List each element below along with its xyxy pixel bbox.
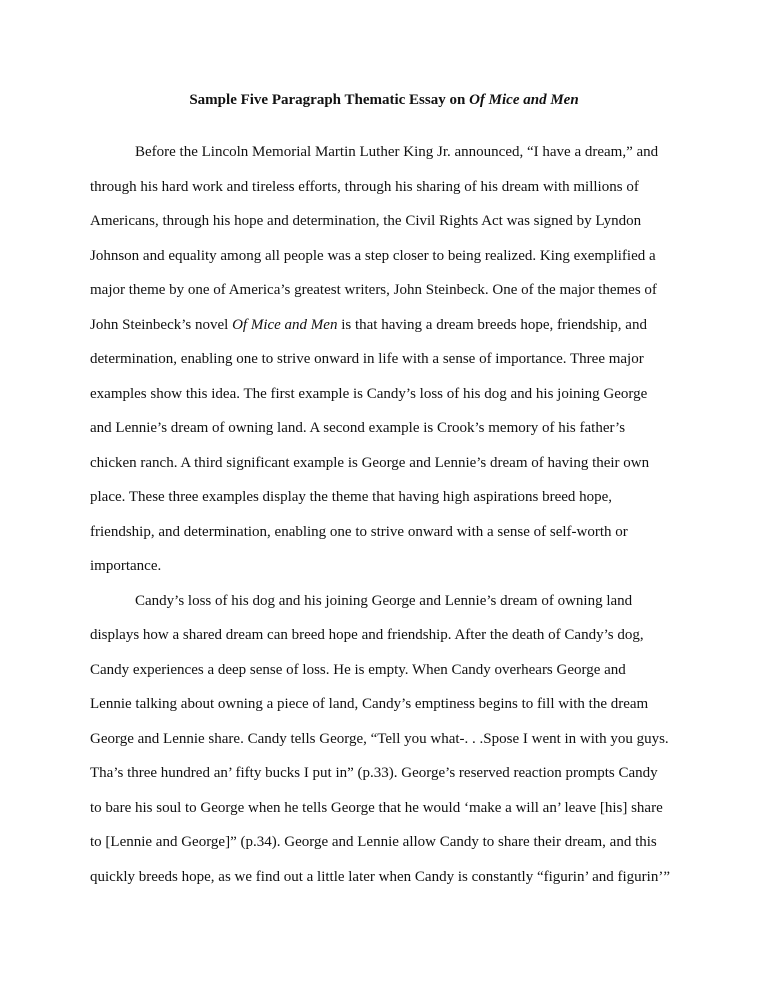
text-line: importance. bbox=[90, 558, 162, 574]
book-title: Of Mice and Men bbox=[232, 316, 338, 333]
paragraph-2 bbox=[90, 584, 690, 895]
text-line: chicken ranch. A third significant example is George and Lennie’s dream of having their own bbox=[90, 454, 650, 471]
title-book-name: Of Mice and Men bbox=[469, 92, 579, 108]
text-line: George and Lennie share. Candy tells George, “Tell you what-. . .Spose I went in with you guys. bbox=[90, 730, 669, 747]
text-line: determination, enabling one to strive onward in life with a sense of importance. Three major bbox=[90, 351, 644, 367]
text-line: Americans, through his hope and determination, the Civil Rights Act was signed by Lyndon bbox=[90, 213, 642, 229]
text-line: Johnson and equality among all people was a step closer to being realized. King exemplified a bbox=[90, 247, 656, 264]
text-line bbox=[90, 308, 690, 343]
text-line: displays how a shared dream can breed hope and friendship. After the death of Candy’s dog, bbox=[90, 627, 644, 643]
text-segment: John Steinbeck’s novel bbox=[90, 316, 233, 333]
text-line: Candy experiences a deep sense of loss. He is empty. When Candy overhears George and bbox=[90, 661, 626, 678]
essay-body bbox=[90, 135, 690, 894]
text-line: and Lennie’s dream of owning land. A second example is Crook’s memory of his father’s bbox=[90, 420, 626, 436]
text-line: Before the Lincoln Memorial Martin Luther King Jr. announced, “I have a dream,” and bbox=[135, 144, 659, 160]
text-line: to [Lennie and George]” (p.34). George and Lennie allow Candy to share their dream, and this bbox=[90, 834, 657, 850]
title-text: Sample Five Paragraph Thematic Essay on bbox=[189, 92, 470, 108]
text-line: Lennie talking about owning a piece of land, Candy’s emptiness begins to fill with the dream bbox=[90, 696, 649, 712]
text-line: major theme by one of America’s greatest writers, John Steinbeck. One of the major themes of bbox=[90, 282, 657, 298]
text-line: to bare his soul to George when he tells George that he would ‘make a will an’ leave [his] share bbox=[90, 799, 663, 816]
text-line: Tha’s three hundred an’ fifty bucks I put in” (p.33). George’s reserved reaction prompts Candy bbox=[90, 765, 658, 781]
essay-title bbox=[0, 83, 768, 118]
paragraph-1 bbox=[90, 135, 690, 584]
text-line: through his hard work and tireless efforts, through his sharing of his dream with millions of bbox=[90, 178, 639, 195]
text-line: quickly breeds hope, as we find out a little later when Candy is constantly “figurin’ and figurin’” bbox=[90, 868, 670, 885]
text-line: examples show this idea. The first example is Candy’s loss of his dog and his joining George bbox=[90, 385, 648, 402]
text-segment: is that having a dream breeds hope, friendship, and bbox=[337, 316, 647, 333]
text-line: Candy’s loss of his dog and his joining George and Lennie’s dream of owning land bbox=[135, 592, 633, 609]
text-line: friendship, and determination, enabling one to strive onward with a sense of self-worth or bbox=[90, 523, 628, 540]
text-line: place. These three examples display the theme that having high aspirations breed hope, bbox=[90, 489, 613, 505]
